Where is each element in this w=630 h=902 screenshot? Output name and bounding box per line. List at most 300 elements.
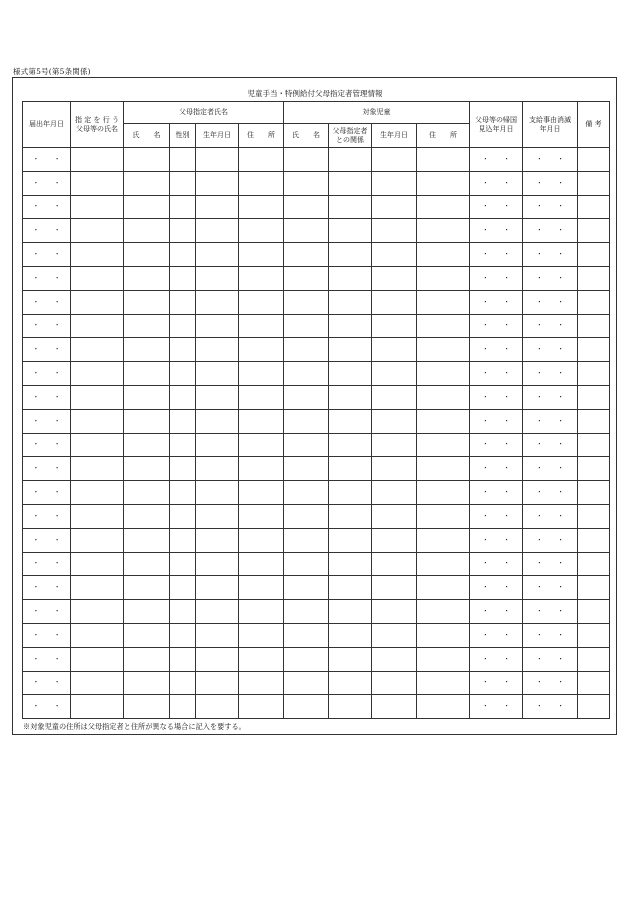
reason-date-cell[interactable]: ・ ・ [523,338,578,362]
table-cell[interactable] [71,314,124,338]
notification-date-cell[interactable]: ・ ・ [23,552,71,576]
reason-date-cell[interactable]: ・ ・ [523,290,578,314]
table-cell[interactable] [372,409,417,433]
table-cell[interactable] [329,171,372,195]
notification-date-cell[interactable]: ・ ・ [23,362,71,386]
reason-date-cell[interactable]: ・ ・ [523,385,578,409]
return-date-cell[interactable]: ・ ・ [470,671,523,695]
return-date-cell[interactable]: ・ ・ [470,266,523,290]
table-cell[interactable] [284,504,329,528]
notification-date-cell[interactable]: ・ ・ [23,600,71,624]
notification-date-cell[interactable]: ・ ・ [23,314,71,338]
table-cell[interactable] [239,290,284,314]
table-cell[interactable] [417,290,470,314]
table-cell[interactable] [417,362,470,386]
table-cell[interactable] [372,623,417,647]
table-cell[interactable] [578,362,610,386]
notification-date-cell[interactable]: ・ ・ [23,148,71,172]
table-cell[interactable] [71,362,124,386]
table-cell[interactable] [578,171,610,195]
table-cell[interactable] [170,314,196,338]
notification-date-cell[interactable]: ・ ・ [23,528,71,552]
table-cell[interactable] [239,600,284,624]
table-cell[interactable] [170,504,196,528]
return-date-cell[interactable]: ・ ・ [470,623,523,647]
table-cell[interactable] [124,457,170,481]
return-date-cell[interactable]: ・ ・ [470,385,523,409]
table-cell[interactable] [196,171,239,195]
reason-date-cell[interactable]: ・ ・ [523,695,578,719]
table-cell[interactable] [239,457,284,481]
table-cell[interactable] [329,433,372,457]
table-cell[interactable] [284,266,329,290]
table-cell[interactable] [329,695,372,719]
table-cell[interactable] [124,576,170,600]
table-cell[interactable] [578,243,610,267]
table-cell[interactable] [329,600,372,624]
table-cell[interactable] [170,600,196,624]
table-cell[interactable] [196,314,239,338]
table-cell[interactable] [372,148,417,172]
return-date-cell[interactable]: ・ ・ [470,290,523,314]
table-cell[interactable] [417,385,470,409]
notification-date-cell[interactable]: ・ ・ [23,671,71,695]
table-cell[interactable] [578,647,610,671]
table-cell[interactable] [284,576,329,600]
table-cell[interactable] [170,266,196,290]
table-cell[interactable] [372,171,417,195]
table-cell[interactable] [329,647,372,671]
table-cell[interactable] [71,457,124,481]
reason-date-cell[interactable]: ・ ・ [523,266,578,290]
return-date-cell[interactable]: ・ ・ [470,171,523,195]
table-cell[interactable] [71,409,124,433]
table-cell[interactable] [329,338,372,362]
table-cell[interactable] [329,243,372,267]
table-cell[interactable] [124,504,170,528]
table-cell[interactable] [284,600,329,624]
table-cell[interactable] [71,504,124,528]
table-cell[interactable] [372,243,417,267]
return-date-cell[interactable]: ・ ・ [470,219,523,243]
table-cell[interactable] [329,195,372,219]
table-cell[interactable] [71,671,124,695]
table-cell[interactable] [71,433,124,457]
reason-date-cell[interactable]: ・ ・ [523,623,578,647]
table-cell[interactable] [417,576,470,600]
reason-date-cell[interactable]: ・ ・ [523,433,578,457]
table-cell[interactable] [284,362,329,386]
table-cell[interactable] [372,552,417,576]
table-cell[interactable] [124,148,170,172]
table-cell[interactable] [578,433,610,457]
table-cell[interactable] [71,481,124,505]
table-cell[interactable] [578,457,610,481]
table-cell[interactable] [372,219,417,243]
table-cell[interactable] [417,195,470,219]
table-cell[interactable] [170,481,196,505]
table-cell[interactable] [578,671,610,695]
notification-date-cell[interactable]: ・ ・ [23,290,71,314]
table-cell[interactable] [372,385,417,409]
table-cell[interactable] [239,243,284,267]
table-cell[interactable] [196,362,239,386]
table-cell[interactable] [372,695,417,719]
table-cell[interactable] [170,195,196,219]
return-date-cell[interactable]: ・ ・ [470,504,523,528]
table-cell[interactable] [124,481,170,505]
notification-date-cell[interactable]: ・ ・ [23,171,71,195]
table-cell[interactable] [284,647,329,671]
table-cell[interactable] [417,671,470,695]
table-cell[interactable] [417,528,470,552]
table-cell[interactable] [372,528,417,552]
reason-date-cell[interactable]: ・ ・ [523,243,578,267]
table-cell[interactable] [239,219,284,243]
reason-date-cell[interactable]: ・ ・ [523,528,578,552]
reason-date-cell[interactable]: ・ ・ [523,647,578,671]
table-cell[interactable] [372,433,417,457]
table-cell[interactable] [239,266,284,290]
table-cell[interactable] [284,433,329,457]
table-cell[interactable] [239,552,284,576]
table-cell[interactable] [329,457,372,481]
return-date-cell[interactable]: ・ ・ [470,362,523,386]
table-cell[interactable] [372,266,417,290]
table-cell[interactable] [71,576,124,600]
table-cell[interactable] [578,695,610,719]
table-cell[interactable] [196,600,239,624]
reason-date-cell[interactable]: ・ ・ [523,457,578,481]
reason-date-cell[interactable]: ・ ・ [523,362,578,386]
table-cell[interactable] [124,195,170,219]
table-cell[interactable] [329,552,372,576]
table-cell[interactable] [196,219,239,243]
table-cell[interactable] [578,528,610,552]
notification-date-cell[interactable]: ・ ・ [23,481,71,505]
return-date-cell[interactable]: ・ ・ [470,457,523,481]
table-cell[interactable] [196,647,239,671]
table-cell[interactable] [170,647,196,671]
reason-date-cell[interactable]: ・ ・ [523,671,578,695]
table-cell[interactable] [578,385,610,409]
table-cell[interactable] [372,576,417,600]
return-date-cell[interactable]: ・ ・ [470,195,523,219]
table-cell[interactable] [417,266,470,290]
table-cell[interactable] [284,195,329,219]
table-cell[interactable] [417,481,470,505]
return-date-cell[interactable]: ・ ・ [470,552,523,576]
table-cell[interactable] [372,481,417,505]
table-cell[interactable] [372,504,417,528]
reason-date-cell[interactable]: ・ ・ [523,552,578,576]
table-cell[interactable] [284,457,329,481]
notification-date-cell[interactable]: ・ ・ [23,219,71,243]
table-cell[interactable] [196,148,239,172]
table-cell[interactable] [196,528,239,552]
table-cell[interactable] [71,695,124,719]
table-cell[interactable] [170,243,196,267]
table-cell[interactable] [578,266,610,290]
table-cell[interactable] [196,504,239,528]
return-date-cell[interactable]: ・ ・ [470,528,523,552]
table-cell[interactable] [239,481,284,505]
return-date-cell[interactable]: ・ ・ [470,433,523,457]
table-cell[interactable] [170,148,196,172]
table-cell[interactable] [124,600,170,624]
table-cell[interactable] [578,600,610,624]
table-cell[interactable] [170,623,196,647]
table-cell[interactable] [71,243,124,267]
return-date-cell[interactable]: ・ ・ [470,314,523,338]
table-cell[interactable] [284,528,329,552]
reason-date-cell[interactable]: ・ ・ [523,219,578,243]
table-cell[interactable] [284,219,329,243]
table-cell[interactable] [196,671,239,695]
table-cell[interactable] [578,219,610,243]
notification-date-cell[interactable]: ・ ・ [23,243,71,267]
table-cell[interactable] [329,266,372,290]
table-cell[interactable] [71,290,124,314]
table-cell[interactable] [71,385,124,409]
notification-date-cell[interactable]: ・ ・ [23,504,71,528]
reason-date-cell[interactable]: ・ ・ [523,600,578,624]
table-cell[interactable] [71,338,124,362]
notification-date-cell[interactable]: ・ ・ [23,409,71,433]
table-cell[interactable] [329,623,372,647]
table-cell[interactable] [71,647,124,671]
reason-date-cell[interactable]: ・ ・ [523,409,578,433]
table-cell[interactable] [578,148,610,172]
table-cell[interactable] [196,195,239,219]
table-cell[interactable] [71,266,124,290]
table-cell[interactable] [239,647,284,671]
table-cell[interactable] [329,481,372,505]
table-cell[interactable] [329,671,372,695]
table-cell[interactable] [239,362,284,386]
table-cell[interactable] [196,552,239,576]
table-cell[interactable] [284,385,329,409]
table-cell[interactable] [124,290,170,314]
notification-date-cell[interactable]: ・ ・ [23,647,71,671]
table-cell[interactable] [417,457,470,481]
table-cell[interactable] [170,457,196,481]
table-cell[interactable] [578,195,610,219]
table-cell[interactable] [578,409,610,433]
table-cell[interactable] [417,504,470,528]
table-cell[interactable] [417,647,470,671]
table-cell[interactable] [124,671,170,695]
table-cell[interactable] [124,695,170,719]
table-cell[interactable] [71,171,124,195]
table-cell[interactable] [239,171,284,195]
table-cell[interactable] [239,695,284,719]
notification-date-cell[interactable]: ・ ・ [23,695,71,719]
table-cell[interactable] [578,623,610,647]
table-cell[interactable] [578,552,610,576]
table-cell[interactable] [329,385,372,409]
table-cell[interactable] [196,266,239,290]
return-date-cell[interactable]: ・ ・ [470,481,523,505]
table-cell[interactable] [170,385,196,409]
table-cell[interactable] [284,243,329,267]
notification-date-cell[interactable]: ・ ・ [23,385,71,409]
table-cell[interactable] [239,504,284,528]
table-cell[interactable] [284,171,329,195]
table-cell[interactable] [417,409,470,433]
table-cell[interactable] [196,338,239,362]
return-date-cell[interactable]: ・ ・ [470,695,523,719]
reason-date-cell[interactable]: ・ ・ [523,481,578,505]
table-cell[interactable] [196,290,239,314]
table-cell[interactable] [372,290,417,314]
table-cell[interactable] [71,552,124,576]
table-cell[interactable] [170,695,196,719]
table-cell[interactable] [239,195,284,219]
table-cell[interactable] [417,433,470,457]
reason-date-cell[interactable]: ・ ・ [523,195,578,219]
table-cell[interactable] [284,409,329,433]
table-cell[interactable] [239,385,284,409]
table-cell[interactable] [578,576,610,600]
table-cell[interactable] [124,314,170,338]
table-cell[interactable] [417,695,470,719]
table-cell[interactable] [372,457,417,481]
table-cell[interactable] [124,409,170,433]
table-cell[interactable] [170,171,196,195]
table-cell[interactable] [239,433,284,457]
table-cell[interactable] [372,338,417,362]
table-cell[interactable] [329,409,372,433]
notification-date-cell[interactable]: ・ ・ [23,433,71,457]
table-cell[interactable] [170,409,196,433]
table-cell[interactable] [196,623,239,647]
table-cell[interactable] [417,219,470,243]
table-cell[interactable] [239,148,284,172]
table-cell[interactable] [417,552,470,576]
notification-date-cell[interactable]: ・ ・ [23,457,71,481]
reason-date-cell[interactable]: ・ ・ [523,171,578,195]
table-cell[interactable] [71,528,124,552]
table-cell[interactable] [284,338,329,362]
table-cell[interactable] [170,552,196,576]
table-cell[interactable] [329,528,372,552]
table-cell[interactable] [124,433,170,457]
table-cell[interactable] [196,433,239,457]
table-cell[interactable] [124,362,170,386]
table-cell[interactable] [124,266,170,290]
table-cell[interactable] [329,314,372,338]
return-date-cell[interactable]: ・ ・ [470,647,523,671]
return-date-cell[interactable]: ・ ・ [470,148,523,172]
reason-date-cell[interactable]: ・ ・ [523,504,578,528]
table-cell[interactable] [170,433,196,457]
table-cell[interactable] [284,481,329,505]
table-cell[interactable] [124,219,170,243]
table-cell[interactable] [71,600,124,624]
table-cell[interactable] [329,290,372,314]
return-date-cell[interactable]: ・ ・ [470,409,523,433]
table-cell[interactable] [417,148,470,172]
return-date-cell[interactable]: ・ ・ [470,243,523,267]
table-cell[interactable] [239,338,284,362]
table-cell[interactable] [196,385,239,409]
table-cell[interactable] [284,314,329,338]
table-cell[interactable] [170,576,196,600]
table-cell[interactable] [196,457,239,481]
table-cell[interactable] [372,647,417,671]
table-cell[interactable] [284,552,329,576]
table-cell[interactable] [170,671,196,695]
table-cell[interactable] [417,600,470,624]
table-cell[interactable] [239,314,284,338]
table-cell[interactable] [124,647,170,671]
table-cell[interactable] [170,219,196,243]
table-cell[interactable] [71,219,124,243]
table-cell[interactable] [71,623,124,647]
table-cell[interactable] [284,695,329,719]
table-cell[interactable] [284,148,329,172]
notification-date-cell[interactable]: ・ ・ [23,576,71,600]
table-cell[interactable] [578,481,610,505]
table-cell[interactable] [124,528,170,552]
table-cell[interactable] [124,338,170,362]
return-date-cell[interactable]: ・ ・ [470,600,523,624]
table-cell[interactable] [284,671,329,695]
notification-date-cell[interactable]: ・ ・ [23,266,71,290]
table-cell[interactable] [372,671,417,695]
table-cell[interactable] [329,504,372,528]
reason-date-cell[interactable]: ・ ・ [523,314,578,338]
table-cell[interactable] [196,481,239,505]
table-cell[interactable] [239,409,284,433]
table-cell[interactable] [417,171,470,195]
table-cell[interactable] [196,576,239,600]
table-cell[interactable] [124,623,170,647]
table-cell[interactable] [170,290,196,314]
table-cell[interactable] [329,148,372,172]
table-cell[interactable] [417,338,470,362]
table-cell[interactable] [284,623,329,647]
table-cell[interactable] [196,695,239,719]
notification-date-cell[interactable]: ・ ・ [23,623,71,647]
table-cell[interactable] [239,528,284,552]
table-cell[interactable] [417,243,470,267]
notification-date-cell[interactable]: ・ ・ [23,338,71,362]
table-cell[interactable] [284,290,329,314]
reason-date-cell[interactable]: ・ ・ [523,148,578,172]
table-cell[interactable] [170,528,196,552]
table-cell[interactable] [124,171,170,195]
table-cell[interactable] [372,314,417,338]
table-cell[interactable] [170,338,196,362]
table-cell[interactable] [239,671,284,695]
table-cell[interactable] [578,290,610,314]
table-cell[interactable] [372,600,417,624]
reason-date-cell[interactable]: ・ ・ [523,576,578,600]
return-date-cell[interactable]: ・ ・ [470,576,523,600]
table-cell[interactable] [329,576,372,600]
table-cell[interactable] [170,362,196,386]
table-cell[interactable] [329,219,372,243]
table-cell[interactable] [329,362,372,386]
table-cell[interactable] [578,338,610,362]
table-cell[interactable] [124,552,170,576]
table-cell[interactable] [417,314,470,338]
table-cell[interactable] [196,409,239,433]
table-cell[interactable] [372,195,417,219]
notification-date-cell[interactable]: ・ ・ [23,195,71,219]
